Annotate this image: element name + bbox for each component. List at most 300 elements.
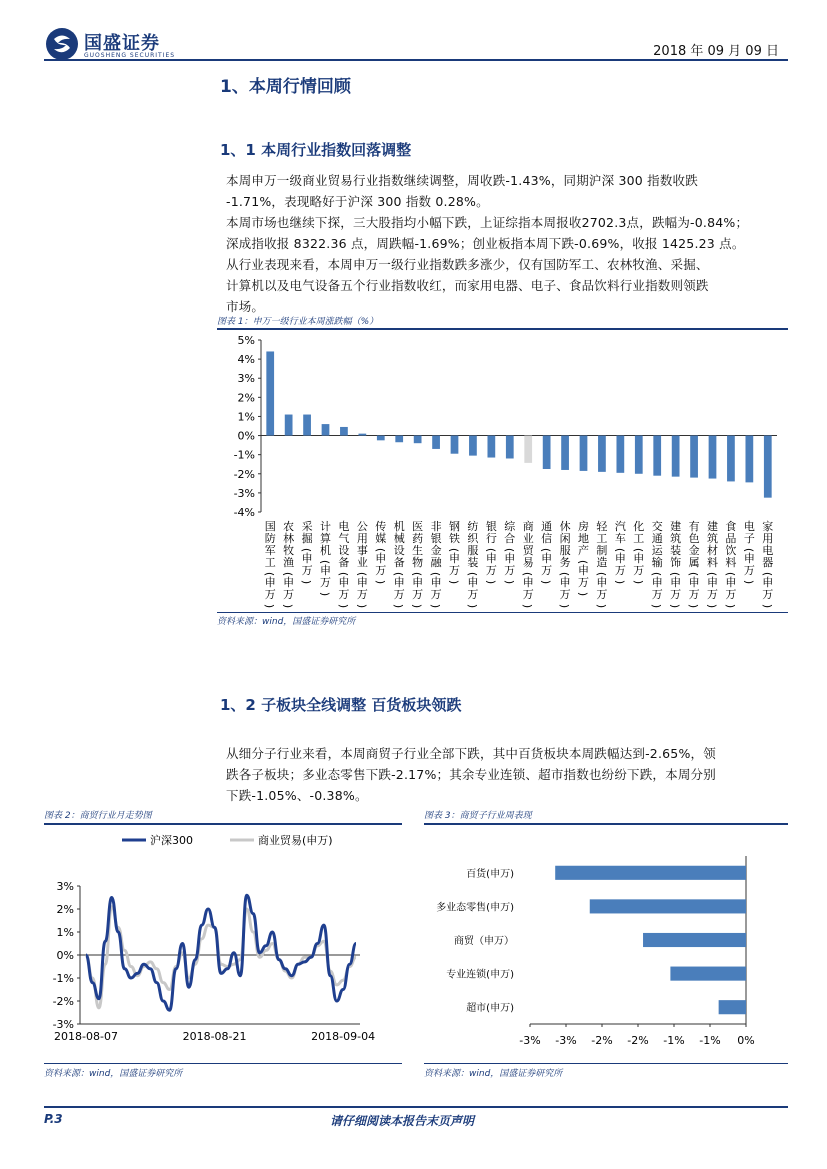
para-line: 本周申万一级商业贸易行业指数继续调整，周收跌-1.43%，同期沪深 300 指数收跌 — [226, 173, 698, 188]
x-tick-label-char: 金 — [430, 544, 442, 557]
page-number: P.3 — [44, 1112, 63, 1126]
x-tick-label-char: ) — [410, 603, 424, 609]
x-tick-label-char: 万 — [541, 564, 553, 577]
x-tick-label-char: 申 — [522, 576, 534, 589]
x-tick-label-char: 造 — [596, 556, 608, 569]
x-tick-label-char: 综 — [504, 520, 516, 533]
header-rule — [44, 59, 788, 61]
x-tick-label-char: 牧 — [283, 544, 295, 557]
section-title-1-1: 1、1 本周行业指数回落调整 — [220, 141, 412, 159]
x-tick-label: -2% — [627, 1034, 649, 1047]
legend-label-hs300: 沪深300 — [150, 834, 193, 847]
brand-logo — [44, 26, 194, 62]
x-tick-label-char: 易 — [522, 556, 534, 569]
x-tick-label-char: 申 — [375, 552, 387, 565]
x-tick-label-char: ) — [558, 603, 572, 609]
x-tick-label-char: 申 — [504, 552, 516, 565]
x-tick-label-char: 备 — [393, 556, 405, 569]
x-tick-label-char: ) — [594, 603, 608, 609]
x-tick-label-char: 申 — [541, 552, 553, 565]
x-tick-label-char: 林 — [283, 532, 295, 545]
x-tick-label-char: 申 — [430, 576, 442, 589]
x-tick-label-char: ( — [723, 571, 737, 577]
x-tick-label-char: 备 — [338, 556, 350, 569]
y-tick-label: 1% — [237, 410, 255, 424]
x-tick-label-char: ) — [521, 603, 535, 609]
fig2-caption: 图表 2：商贸行业月走势图 — [44, 811, 152, 821]
x-tick-label-char: ( — [281, 571, 295, 577]
x-tick-label-char: ( — [373, 547, 387, 553]
x-tick-label-char: 物 — [412, 556, 424, 569]
x-tick-label-char: 产 — [578, 544, 589, 557]
bar — [555, 866, 746, 880]
fig3-chart — [424, 826, 788, 1062]
x-tick-label-char: 子 — [743, 532, 755, 545]
x-tick-label-char: 申 — [449, 552, 460, 565]
category-label: 多业态零售(申万) — [436, 902, 514, 914]
x-tick-label-char: 申 — [467, 576, 479, 589]
bar — [358, 434, 366, 436]
x-tick-label: -1% — [663, 1034, 685, 1047]
y-tick-label: 5% — [237, 334, 255, 347]
x-tick-label-char: 用 — [356, 532, 368, 545]
x-tick-label-char: 万 — [393, 588, 405, 601]
x-tick-label-char: 织 — [467, 532, 479, 545]
para-line: 深成指收报 8322.36 点，周跌幅-1.69%；创业板指本周下跌-0.69%，收报 1425.23 点。 — [226, 236, 745, 251]
x-tick-label-char: ) — [723, 603, 737, 609]
x-tick-label-char: 车 — [614, 532, 626, 545]
bar — [616, 436, 624, 473]
bar — [643, 933, 746, 947]
x-tick-label-char: 交 — [651, 520, 663, 533]
x-tick-label-char: 申 — [707, 576, 718, 589]
x-tick-label-char: 申 — [264, 576, 276, 589]
x-tick-label-char: 农 — [283, 520, 295, 533]
x-tick-label-char: 服 — [559, 544, 571, 557]
x-tick-label-char: ) — [631, 579, 645, 585]
x-tick-label-char: 万 — [614, 564, 626, 577]
x-tick-label-char: 申 — [485, 552, 497, 565]
x-tick-label-char: ) — [484, 579, 498, 585]
x-tick-label-char: 媒 — [375, 532, 387, 545]
x-tick-label-char: 万 — [301, 564, 313, 577]
y-tick-label: 3% — [56, 880, 74, 893]
x-tick-label-char: 药 — [412, 532, 424, 545]
y-tick-label: -1% — [233, 448, 255, 462]
x-tick-label-char: 万 — [578, 576, 589, 589]
x-tick-label: -3% — [555, 1034, 577, 1047]
y-tick-label: 1% — [56, 926, 74, 939]
x-tick-label-char: ) — [576, 591, 590, 597]
x-tick-label-char: 用 — [762, 532, 774, 545]
section-title-1: 1、本周行情回顾 — [220, 77, 351, 97]
x-tick-label-char: 饮 — [725, 544, 737, 557]
x-tick-label-char: 家 — [762, 520, 774, 533]
x-tick-label-char: 轻 — [596, 520, 608, 533]
brand-name: 国盛证券 — [84, 33, 160, 54]
x-tick-label-char: 申 — [356, 576, 368, 589]
x-tick-label-char: ( — [594, 571, 608, 577]
x-tick-label-char: ) — [373, 579, 387, 585]
x-tick-label-char: 汽 — [614, 520, 626, 533]
bar — [266, 351, 274, 435]
x-tick-label-char: 万 — [743, 564, 755, 577]
x-tick-label-char: 工 — [264, 556, 276, 569]
bar — [432, 436, 440, 449]
x-tick-label-char: ) — [318, 591, 332, 597]
x-tick-label-char: 公 — [356, 520, 368, 533]
x-tick-label-char: ( — [355, 571, 369, 577]
para-line: 跌各子板块；多业态零售下跌-2.17%；其余专业连锁、超市指数也纷纷下跌，本周分别 — [226, 767, 716, 782]
x-tick-label-char: ( — [336, 571, 350, 577]
fig1-chart — [217, 330, 788, 612]
x-tick-label-char: 设 — [338, 544, 350, 557]
category-label: 商贸（申万） — [454, 936, 514, 947]
x-tick-label-char: 生 — [412, 544, 424, 557]
x-tick-label-char: 申 — [651, 576, 663, 589]
x-tick-label-char: 万 — [651, 588, 663, 601]
x-tick-label-char: 装 — [670, 544, 682, 557]
x-tick-label-char: ( — [760, 571, 774, 577]
legend-label-trade: 商业贸易(申万) — [258, 834, 333, 847]
x-tick-label-char: 申 — [301, 552, 313, 565]
bar — [672, 436, 680, 477]
para-line: 从细分子行业来看，本周商贸子行业全部下跌，其中百货板块本周跌幅达到-2.65%，领 — [226, 746, 716, 761]
x-tick-label-char: 银 — [430, 532, 442, 545]
x-tick-label-char: 属 — [688, 556, 700, 569]
fig2-caption-rule — [44, 823, 402, 825]
x-tick-label-char: 医 — [412, 520, 424, 533]
x-tick-label-char: 万 — [633, 564, 645, 577]
bar — [590, 899, 746, 913]
y-tick-label: -1% — [52, 972, 74, 985]
x-tick-label: -3% — [519, 1034, 541, 1047]
x-tick-label: 0% — [737, 1034, 755, 1047]
para-line: 计算机以及电气设备五个行业指数收红，而家用电器、电子、食品饮料行业指数则领跌 — [226, 278, 709, 293]
x-tick-label-char: 色 — [688, 532, 700, 545]
x-tick-label-char: ) — [300, 579, 314, 585]
x-tick-label-char: 万 — [356, 588, 368, 601]
x-tick-label-char: 万 — [449, 564, 460, 577]
x-tick-label: 2018-09-04 — [311, 1030, 376, 1043]
bar — [580, 436, 588, 471]
x-tick-label-char: 休 — [559, 520, 571, 533]
x-tick-label-char: 钢 — [449, 520, 460, 533]
x-tick-label-char: 料 — [707, 556, 718, 569]
x-tick-label-char: 机 — [320, 544, 331, 557]
x-tick-label-char: 金 — [688, 544, 700, 557]
x-tick-label-char: 渔 — [283, 556, 295, 569]
bar — [414, 436, 422, 444]
x-tick-label-char: 万 — [485, 564, 497, 577]
bar — [469, 436, 477, 456]
x-tick-label-char: 融 — [430, 556, 442, 569]
x-tick-label-char: 合 — [504, 532, 516, 545]
x-tick-label-char: 房 — [578, 520, 589, 533]
x-tick-label-char: 万 — [264, 588, 276, 601]
x-tick-label-char: ( — [502, 547, 516, 553]
bar — [303, 415, 311, 436]
y-tick-label: -3% — [52, 1018, 74, 1031]
x-tick-label-char: ( — [392, 571, 406, 577]
x-tick-label-char: ( — [484, 547, 498, 553]
x-tick-label-char: 业 — [356, 556, 368, 569]
x-tick-label-char: ) — [465, 603, 479, 609]
x-tick-label-char: ) — [336, 603, 350, 609]
x-tick-label-char: ) — [742, 579, 756, 585]
x-tick-label-char: 通 — [651, 532, 663, 545]
x-tick-label: -2% — [591, 1034, 613, 1047]
x-tick-label-char: 申 — [762, 576, 774, 589]
x-tick-label-char: 化 — [633, 520, 645, 533]
para-line: 本周市场也继续下探，三大股指均小幅下跌，上证综指本周报收2702.3点，跌幅为-0.84%； — [226, 215, 749, 230]
x-tick-label-char: 万 — [375, 564, 387, 577]
x-tick-label-char: ( — [650, 571, 664, 577]
para-line: 市场。 — [226, 299, 265, 314]
x-tick-label-char: ) — [392, 603, 406, 609]
category-label: 超市(申万) — [466, 1003, 514, 1015]
x-tick-label-char: 信 — [541, 532, 553, 545]
x-tick-label-char: ) — [705, 603, 719, 609]
footer-disclaimer: 请仔细阅读本报告末页声明 — [330, 1114, 475, 1128]
x-tick-label-char: 筑 — [707, 532, 718, 545]
x-tick-label-char: 械 — [393, 532, 405, 545]
x-tick-label-char: ( — [742, 547, 756, 553]
x-tick-label-char: 万 — [559, 588, 571, 601]
x-tick-label-char: 传 — [375, 520, 387, 533]
fig1-source: 资料来源：wind，国盛证券研究所 — [217, 617, 356, 627]
fig3-bottom-rule — [424, 1063, 788, 1064]
x-tick-label-char: 万 — [707, 588, 718, 601]
x-tick-label-char: 材 — [707, 544, 718, 557]
x-tick-label-char: 品 — [725, 532, 737, 545]
x-tick-label: -1% — [699, 1034, 721, 1047]
y-tick-label: 3% — [237, 372, 255, 386]
para-line: 下跌-1.05%、-0.38%。 — [226, 788, 368, 803]
x-tick-label-char: ( — [539, 547, 553, 553]
x-tick-label-char: ( — [263, 571, 277, 577]
x-tick-label-char: ( — [558, 571, 572, 577]
x-tick-label-char: 申 — [393, 576, 405, 589]
x-tick-label-char: 行 — [485, 532, 497, 545]
x-tick-label-char: 申 — [559, 576, 571, 589]
x-tick-label-char: ( — [668, 571, 682, 577]
x-tick-label-char: ( — [687, 571, 701, 577]
x-tick-label-char: 运 — [651, 544, 663, 557]
section-1-1-body — [226, 170, 792, 317]
x-tick-label-char: 申 — [578, 564, 589, 577]
x-tick-label-char: 纺 — [467, 520, 479, 533]
x-tick-label-char: 服 — [467, 544, 479, 557]
x-tick-label-char: 料 — [725, 556, 737, 569]
x-tick-label-char: 通 — [541, 520, 553, 533]
x-tick-label-char: 万 — [725, 588, 737, 601]
x-tick-label-char: 申 — [614, 552, 626, 565]
section-title-1-2: 1、2 子板块全线调整 百货板块领跌 — [220, 696, 462, 714]
bar — [635, 436, 643, 474]
x-tick-label-char: 电 — [743, 520, 755, 533]
x-tick-label-char: 事 — [356, 544, 368, 557]
x-tick-label-char: ( — [631, 547, 645, 553]
y-tick-label: 2% — [56, 903, 74, 916]
footer-rule — [44, 1106, 788, 1108]
x-tick-label-char: 万 — [522, 588, 534, 601]
fig1-bottom-rule — [217, 612, 788, 613]
bar — [653, 436, 661, 476]
report-date: 2018 年 09 月 09 日 — [653, 44, 779, 59]
logo-mark-icon — [44, 26, 80, 62]
x-tick-label-char: ( — [429, 571, 443, 577]
x-tick-label-char: 申 — [670, 576, 682, 589]
x-tick-label-char: 军 — [264, 544, 276, 557]
bar — [745, 436, 753, 483]
bar — [451, 436, 459, 454]
x-tick-label-char: ( — [613, 547, 627, 553]
x-tick-label-char: 饰 — [670, 556, 682, 569]
category-label: 专业连锁(申万) — [446, 969, 514, 981]
x-tick-label-char: 申 — [283, 576, 295, 589]
x-tick-label-char: 万 — [430, 588, 442, 601]
x-tick-label-char: ) — [447, 579, 461, 585]
y-tick-label: 0% — [56, 949, 74, 962]
fig2-source: 资料来源：wind，国盛证券研究所 — [44, 1069, 183, 1079]
x-tick-label-char: ) — [668, 603, 682, 609]
bar — [670, 967, 746, 981]
x-tick-label-char: 计 — [320, 520, 331, 533]
y-tick-label: 2% — [237, 391, 255, 405]
bar — [377, 436, 385, 441]
x-tick-label-char: 食 — [725, 520, 737, 533]
y-tick-label: -2% — [52, 995, 74, 1008]
x-tick-label-char: 万 — [596, 588, 608, 601]
x-tick-label-char: 万 — [504, 564, 516, 577]
x-tick-label-char: 地 — [578, 532, 589, 545]
x-tick-label-char: ) — [502, 579, 516, 585]
x-tick-label-char: 万 — [762, 588, 774, 601]
x-tick-label-char: 申 — [412, 576, 424, 589]
x-tick-label-char: ( — [410, 571, 424, 577]
para-line: 从行业表现来看，本周申万一级行业指数跌多涨少，仅有国防军工、农林牧渔、采掘、 — [226, 257, 709, 272]
x-tick-label-char: ) — [281, 603, 295, 609]
bar — [340, 427, 348, 436]
bar — [487, 436, 495, 458]
x-tick-label-char: 输 — [651, 556, 663, 569]
x-tick-label-char: 电 — [762, 544, 774, 557]
bar — [598, 436, 606, 472]
x-tick-label-char: 申 — [725, 576, 737, 589]
fig3-caption-rule — [424, 823, 788, 825]
x-tick-label-char: 建 — [707, 520, 718, 533]
x-tick-label-char: 非 — [430, 520, 442, 533]
x-tick-label-char: 申 — [596, 576, 608, 589]
x-tick-label-char: ) — [760, 603, 774, 609]
y-tick-label: -3% — [233, 486, 255, 500]
x-tick-label-char: 铁 — [449, 532, 460, 545]
x-tick-label-char: 万 — [467, 588, 479, 601]
x-tick-label-char: 万 — [688, 588, 700, 601]
x-tick-label-char: 工 — [596, 532, 608, 545]
y-tick-label: -4% — [233, 506, 255, 519]
x-tick-label-char: 电 — [338, 520, 350, 533]
x-tick-label-char: 器 — [762, 556, 774, 569]
x-tick-label-char: 申 — [320, 564, 331, 577]
series-line-1 — [86, 907, 356, 1008]
x-tick-label-char: ( — [318, 559, 332, 565]
bar — [719, 1000, 746, 1014]
bar — [524, 436, 532, 463]
x-tick-label-char: 万 — [670, 588, 682, 601]
x-tick-label-char: ) — [687, 603, 701, 609]
fig2-chart — [44, 826, 402, 1062]
bar — [543, 436, 551, 469]
x-tick-label-char: ) — [539, 579, 553, 585]
y-tick-label: 4% — [237, 353, 255, 367]
fig2-bottom-rule — [44, 1063, 402, 1064]
bar — [506, 436, 514, 459]
x-tick-label-char: 申 — [338, 576, 350, 589]
x-tick-label-char: 万 — [412, 588, 424, 601]
x-tick-label-char: 闲 — [559, 532, 571, 545]
x-tick-label-char: 筑 — [670, 532, 682, 545]
category-label: 百货(申万) — [466, 868, 514, 880]
x-tick-label-char: 银 — [485, 520, 497, 533]
bar — [395, 436, 403, 443]
x-tick-label-char: 万 — [320, 576, 331, 589]
section-1-2-body — [226, 743, 792, 806]
brand-sub: GUOSHENG SECURITIES — [84, 52, 176, 59]
x-tick-label-char: 有 — [688, 520, 700, 533]
x-tick-label-char: 采 — [301, 520, 313, 533]
bar — [322, 424, 330, 435]
bar — [561, 436, 569, 470]
x-tick-label: 2018-08-07 — [54, 1030, 118, 1043]
fig1-caption: 图表 1：申万一级行业本周涨跌幅（%） — [217, 317, 379, 327]
fig3-caption: 图表 3：商贸子行业周表现 — [424, 811, 532, 821]
x-tick-label-char: 算 — [320, 532, 331, 545]
x-tick-label-char: 制 — [596, 544, 608, 557]
x-tick-label-char: ) — [613, 579, 627, 585]
x-tick-label-char: 商 — [522, 520, 534, 533]
bar — [764, 436, 772, 498]
x-tick-label-char: 务 — [559, 556, 571, 569]
x-tick-label-char: 装 — [467, 556, 479, 569]
x-tick-label: 2018-08-21 — [182, 1030, 247, 1043]
x-tick-label-char: ( — [465, 571, 479, 577]
bar — [690, 436, 698, 478]
x-tick-label-char: ( — [705, 571, 719, 577]
x-tick-label-char: 申 — [633, 552, 645, 565]
x-tick-label-char: ) — [263, 603, 277, 609]
x-tick-label-char: 防 — [264, 532, 276, 545]
bar — [709, 436, 717, 479]
x-tick-label-char: 掘 — [301, 532, 313, 545]
x-tick-label-char: 建 — [670, 520, 682, 533]
x-tick-label-char: 气 — [338, 532, 350, 545]
x-tick-label-char: ) — [650, 603, 664, 609]
x-tick-label-char: 业 — [522, 532, 534, 545]
x-tick-label-char: ) — [429, 603, 443, 609]
y-tick-label: 0% — [237, 429, 255, 443]
y-tick-label: -2% — [233, 467, 255, 481]
para-line: -1.71%，表现略好于沪深 300 指数 0.28%。 — [226, 194, 489, 209]
bar — [285, 415, 293, 436]
x-tick-label-char: 国 — [264, 520, 276, 533]
x-tick-label-char: 机 — [393, 520, 405, 533]
bar — [727, 436, 735, 482]
x-tick-label-char: 贸 — [522, 544, 534, 557]
x-tick-label-char: 工 — [633, 532, 645, 545]
x-tick-label-char: 设 — [393, 544, 405, 557]
